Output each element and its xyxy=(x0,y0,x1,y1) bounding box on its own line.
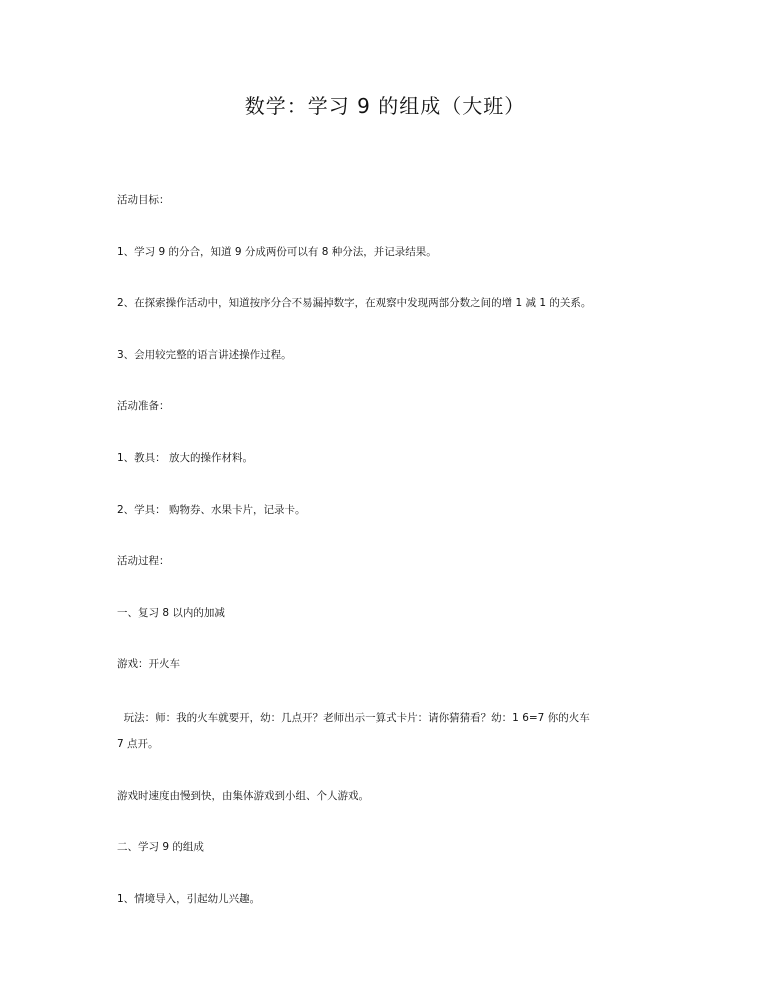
game-rules-line-2: 7 点开。 xyxy=(117,738,159,750)
goal-item-3: 3、会用较完整的语言讲述操作过程。 xyxy=(117,349,292,361)
game-rules-line-1: 玩法：师：我的火车就要开，幼：几点开？老师出示一算式卡片：请你猜猜看？幼：1 6=7 你的火车 xyxy=(117,712,590,724)
goal-item-1: 1、学习 9 的分合，知道 9 分成两份可以有 8 种分法，并记录结果。 xyxy=(117,246,437,258)
process-substep-1: 1、情境导入，引起幼儿兴趣。 xyxy=(117,893,261,905)
document-title: 数学：学习 9 的组成（大班） xyxy=(244,94,526,118)
game-name: 游戏：开火车 xyxy=(117,658,180,670)
process-step-2: 二、学习 9 的组成 xyxy=(117,841,204,853)
section-heading-preparation: 活动准备： xyxy=(117,400,170,412)
preparation-item-1: 1、教具： 放大的操作材料。 xyxy=(117,452,254,464)
section-heading-process: 活动过程： xyxy=(117,555,170,567)
section-heading-goals: 活动目标： xyxy=(117,194,170,206)
process-step-1: 一、复习 8 以内的加减 xyxy=(117,607,225,619)
preparation-item-2: 2、学具： 购物券、水果卡片，记录卡。 xyxy=(117,504,306,516)
game-note: 游戏时速度由慢到快，由集体游戏到小组、个人游戏。 xyxy=(117,790,369,802)
goal-item-2: 2、在探索操作活动中，知道按序分合不易漏掉数字，在观察中发现两部分数之间的增 1 减 1 的关系。 xyxy=(117,297,592,309)
